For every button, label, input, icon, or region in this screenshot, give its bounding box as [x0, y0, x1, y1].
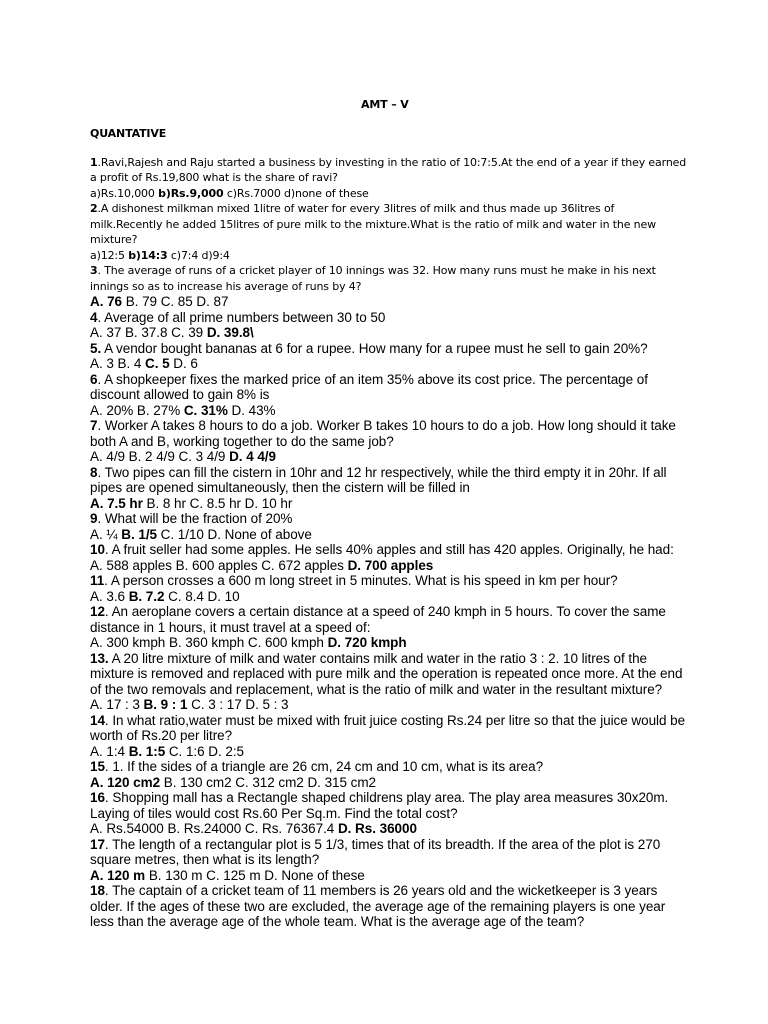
text-line	[90, 480, 470, 495]
text-line	[90, 620, 370, 635]
bold-text: 1	[90, 156, 98, 169]
bold-text: 6	[90, 372, 98, 387]
bold-text: 8	[90, 465, 98, 480]
text-line	[90, 573, 618, 588]
text-line	[90, 294, 228, 309]
text-line	[90, 496, 292, 511]
bold-text: D. Rs. 36000	[337, 821, 417, 836]
text-line	[90, 341, 648, 356]
bold-text: 14	[90, 713, 105, 728]
text-line	[90, 187, 369, 200]
text-line	[90, 697, 289, 712]
bold-text: 9	[90, 511, 98, 526]
bold-text: D. 700 apples	[347, 558, 434, 573]
text-run: innings so as to increase his average of runs by 4?	[90, 280, 362, 293]
text-run: mixture is removed and replaced with pure milk and the operation is repeated once more. At the end	[90, 666, 683, 681]
bold-text: 12	[90, 604, 105, 619]
text-line	[90, 233, 137, 246]
text-run: older. If the ages of these two are excluded, the average age of the remaining players is one year	[90, 899, 666, 914]
bold-text: 4	[90, 310, 98, 325]
bold-text: B. 1/5	[121, 527, 157, 542]
text-line	[90, 249, 230, 262]
text-run: C. 1:6 D. 2:5	[165, 744, 244, 759]
text-run: D. 43%	[227, 403, 276, 418]
bold-text: 16	[90, 790, 105, 805]
text-line	[90, 759, 543, 774]
text-line	[90, 403, 276, 418]
text-line	[90, 171, 338, 184]
text-run: . Average of all prime numbers between 30 to 50	[97, 310, 386, 325]
text-line	[90, 202, 614, 215]
text-run: A. 300 kmph B. 360 kmph C. 600 kmph	[90, 635, 328, 650]
bold-text: C. 31%	[183, 403, 228, 418]
text-line	[90, 542, 674, 557]
text-run: B. 79 C. 85 D. 87	[122, 294, 229, 309]
text-run: . 1. If the sides of a triangle are 26 cm, 24 cm and 10 cm, what is its area?	[104, 759, 544, 774]
text-run: pipes are opened simultaneously, then the cistern will be filled in	[90, 480, 470, 495]
text-line	[90, 821, 417, 836]
text-line	[90, 527, 312, 542]
bold-text: C. 5	[145, 356, 170, 371]
text-run: less than the average age of the whole team. What is the average age of the team?	[90, 914, 585, 929]
text-run: . The length of a rectangular plot is 5 1/3, times that of its breadth. If the area of the plot is 270	[104, 837, 661, 852]
text-run: of the two removals and replacement, what is the ratio of milk and water in the resultant mixture?	[90, 682, 663, 697]
text-run: a)12:5	[90, 249, 129, 262]
bold-text: B. 1:5	[128, 744, 166, 759]
page-title	[361, 98, 409, 111]
text-run: .A dishonest milkman mixed 1litre of water for every 3litres of milk and thus made up 36litres of	[97, 202, 615, 215]
text-line	[90, 868, 365, 883]
text-line	[90, 434, 394, 449]
text-run: C. 8.4 D. 10	[164, 589, 240, 604]
text-line	[90, 325, 254, 340]
bold-text: 3	[90, 264, 98, 277]
bold-text: 17	[90, 837, 105, 852]
text-run: A. 3 B. 4	[90, 356, 146, 371]
text-line	[90, 280, 361, 293]
text-line	[90, 914, 584, 929]
text-run: A. Rs.54000 B. Rs.24000 C. Rs. 76367.4	[90, 821, 338, 836]
text-run: . In what ratio,water must be mixed with fruit juice costing Rs.24 per litre so that the juice would be	[104, 713, 686, 728]
text-line	[90, 837, 660, 852]
text-run: . What will be the fraction of 20%	[97, 511, 293, 526]
text-line	[90, 449, 276, 464]
text-run: QUANTATIVE	[90, 127, 167, 140]
text-run: . A shopkeeper fixes the marked price of an item 35% above its cost price. The percentage of	[97, 372, 648, 387]
bold-text: 13.	[90, 651, 109, 666]
text-run: distance in 1 hours, it must travel at a speed of:	[90, 620, 371, 635]
text-run: A. ¼	[90, 527, 122, 542]
bold-text: A. 120 cm2	[90, 775, 161, 790]
text-line	[90, 852, 319, 867]
text-run: . Worker A takes 8 hours to do a job. Worker B takes 10 hours to do a job. How long should it take	[97, 418, 676, 433]
bold-text: 15	[90, 759, 105, 774]
text-line	[90, 156, 686, 169]
bold-text: b)Rs.9,000	[158, 187, 224, 200]
text-run: worth of Rs.20 per litre?	[90, 728, 233, 743]
text-line	[90, 264, 656, 277]
bold-text: 18	[90, 883, 105, 898]
text-run: C. 3 : 17 D. 5 : 3	[187, 697, 289, 712]
text-run: milk.Recently he added 15litres of pure milk to the mixture.What is the ratio of milk and water in the new	[90, 218, 656, 231]
text-line	[90, 635, 407, 650]
text-line	[90, 465, 667, 480]
text-run: D. 6	[169, 356, 198, 371]
text-run: . The captain of a cricket team of 11 members is 26 years old and the wicketkeeper is 3 years	[104, 883, 658, 898]
text-run: A. 4/9 B. 2 4/9 C. 3 4/9	[90, 449, 230, 464]
text-line	[90, 356, 198, 371]
text-run: Laying of tiles would cost Rs.60 Per Sq.m. Find the total cost?	[90, 806, 458, 821]
text-run: AMT – V	[361, 98, 409, 111]
text-line	[90, 744, 244, 759]
bold-text: D. 720 kmph	[327, 635, 407, 650]
text-run: .Ravi,Rajesh and Raju started a business by investing in the ratio of 10:7:5.At the end of a year if they earned	[97, 156, 687, 169]
text-run: A. 17 : 3	[90, 697, 144, 712]
text-line	[90, 651, 647, 666]
text-line	[90, 558, 433, 573]
text-line	[90, 589, 240, 604]
text-run: C. 1/10 D. None of above	[156, 527, 312, 542]
text-run: A. 37 B. 37.8 C. 39	[90, 325, 207, 340]
text-run: B. 130 cm2 C. 312 cm2 D. 315 cm2	[160, 775, 376, 790]
bold-text: A. 7.5 hr	[90, 496, 143, 511]
bold-text: b)14:3	[128, 249, 168, 262]
text-run: both A and B, working together to do the same job?	[90, 434, 394, 449]
text-line	[90, 899, 665, 914]
text-run: . An aeroplane covers a certain distance at a speed of 240 kmph in 5 hours. To cover the same	[104, 604, 666, 619]
text-run: B. 8 hr C. 8.5 hr D. 10 hr	[142, 496, 293, 511]
text-run: c)Rs.7000 d)none of these	[223, 187, 369, 200]
bold-text: 11	[90, 573, 105, 588]
text-run: A 20 litre mixture of milk and water contains milk and water in the ratio 3 : 2. 10 litres of the	[108, 651, 647, 666]
text-run: a)Rs.10,000	[90, 187, 159, 200]
text-run: . A person crosses a 600 m long street in 5 minutes. What is his speed in km per hour?	[104, 573, 618, 588]
section-heading	[90, 127, 166, 140]
bold-text: 2	[90, 202, 98, 215]
text-run: . The average of runs of a cricket player of 10 innings was 32. How many runs must he make in his next	[97, 264, 656, 277]
text-line	[90, 806, 458, 821]
text-run: c)7:4 d)9:4	[167, 249, 230, 262]
text-run: A. 3.6	[90, 589, 129, 604]
text-line	[90, 775, 376, 790]
bold-text: A. 120 m	[90, 868, 146, 883]
text-run: A. 20% B. 27%	[90, 403, 184, 418]
text-line	[90, 418, 676, 433]
text-run: A. 1:4	[90, 744, 129, 759]
bold-text: 7	[90, 418, 98, 433]
text-line	[90, 682, 662, 697]
text-line	[90, 387, 269, 402]
bold-text: 5.	[90, 341, 102, 356]
text-line	[90, 728, 232, 743]
text-run: a profit of Rs.19,800 what is the share of ravi?	[90, 171, 338, 184]
bold-text: B. 9 : 1	[143, 697, 188, 712]
text-line	[90, 218, 656, 231]
text-run: square metres, then what is its length?	[90, 852, 320, 867]
text-run: . A fruit seller had some apples. He sells 40% apples and still has 420 apples. Originally, he had:	[104, 542, 674, 557]
bold-text: A. 76	[90, 294, 123, 309]
text-line	[90, 511, 292, 526]
text-run: . Two pipes can fill the cistern in 10hr and 12 hr respectively, while the third empty it in 20hr. If all	[97, 465, 667, 480]
text-line	[90, 372, 648, 387]
bold-text: B. 7.2	[128, 589, 165, 604]
bold-text: D. 39.8\	[206, 325, 254, 340]
text-run: B. 130 m C. 125 m D. None of these	[145, 868, 365, 883]
text-line	[90, 310, 385, 325]
text-run: . Shopping mall has a Rectangle shaped childrens play area. The play area measures 30x20m.	[104, 790, 669, 805]
text-run: mixture?	[90, 233, 138, 246]
text-line	[90, 604, 666, 619]
bold-text: 10	[90, 542, 105, 557]
text-run: discount allowed to gain 8% is	[90, 387, 270, 402]
text-line	[90, 666, 682, 681]
text-line	[90, 883, 657, 898]
bold-text: D. 4 4/9	[229, 449, 276, 464]
text-run: A. 588 apples B. 600 apples C. 672 apples	[90, 558, 348, 573]
text-line	[90, 713, 685, 728]
text-line	[90, 790, 668, 805]
text-run: A vendor bought bananas at 6 for a rupee. How many for a rupee must he sell to gain 20%?	[101, 341, 648, 356]
